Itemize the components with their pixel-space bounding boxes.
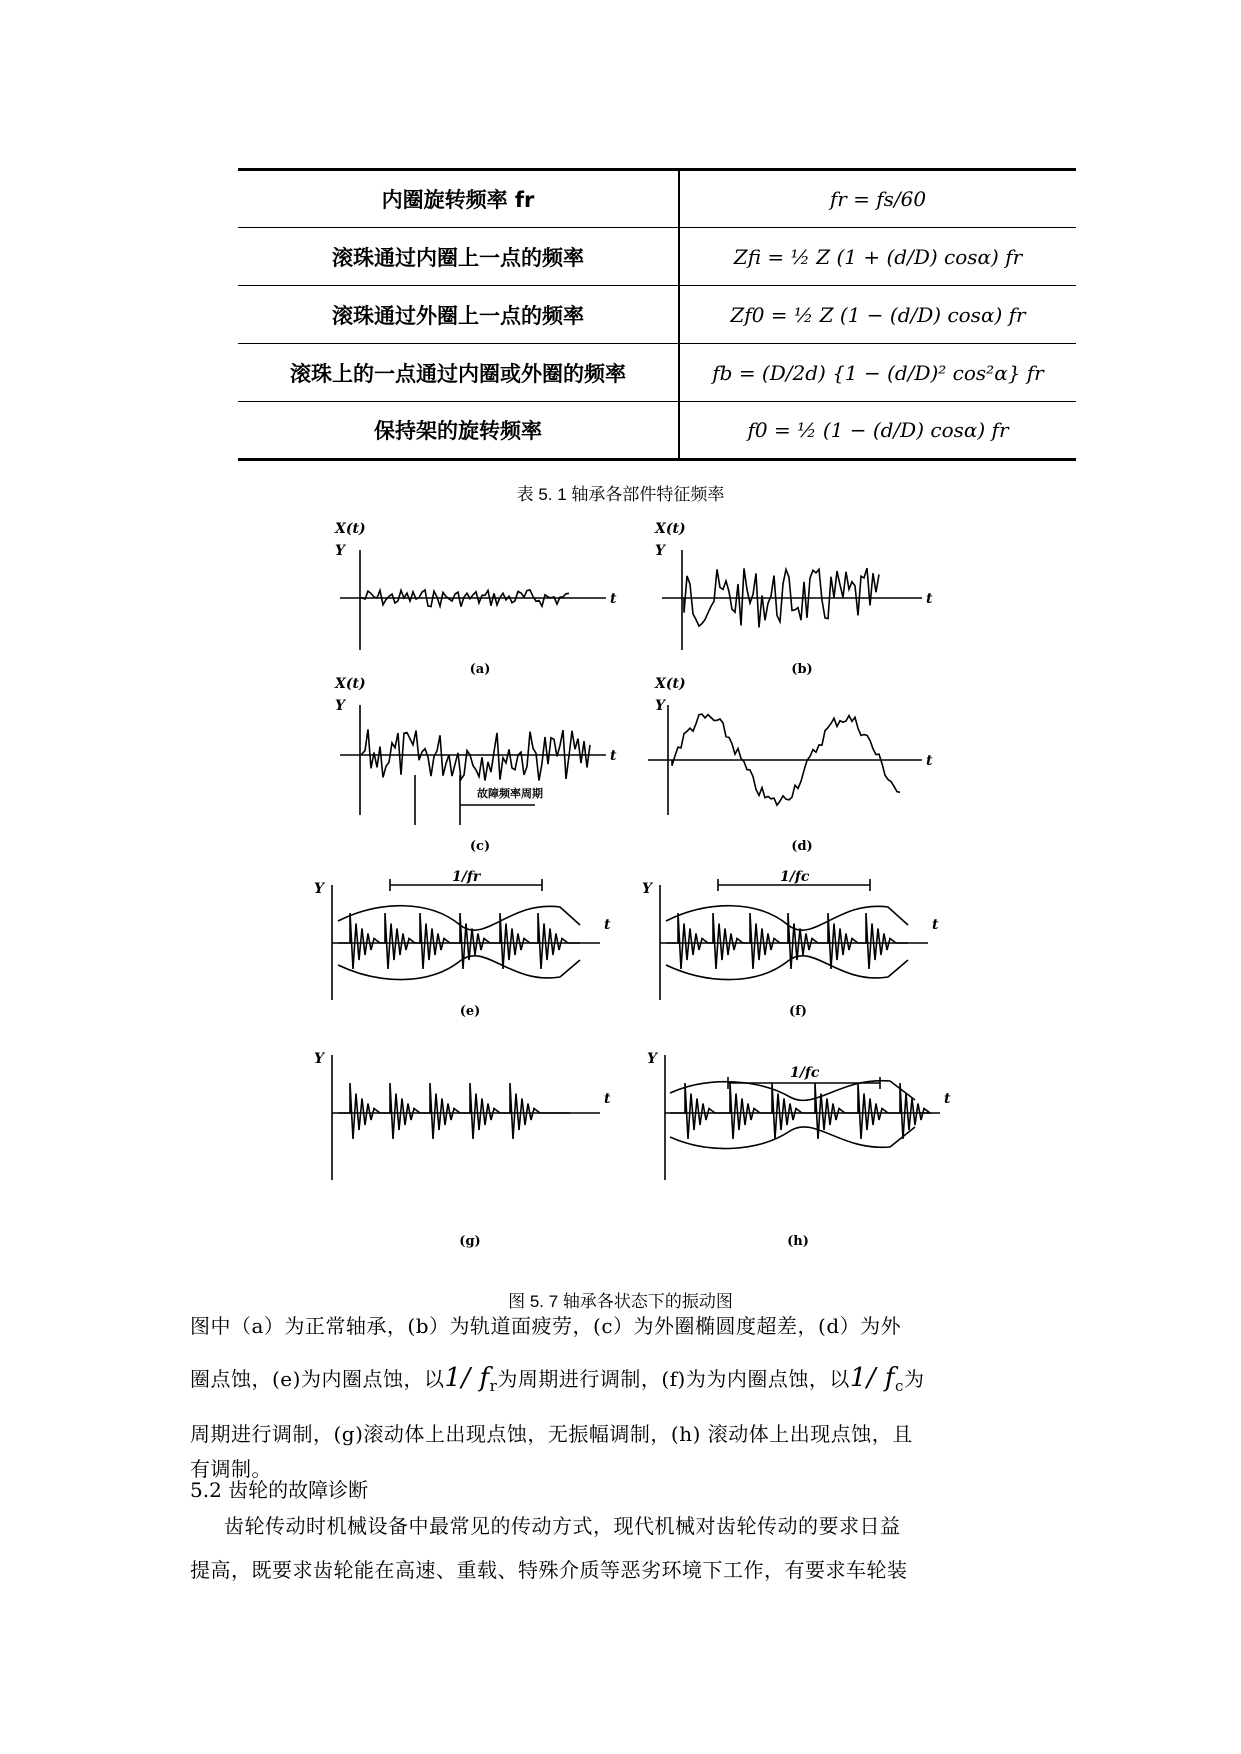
panel-c-xlabel: t xyxy=(610,748,617,764)
section-heading: 5.2 齿轮的故障诊断 xyxy=(190,1478,369,1502)
text-span: 圈点蚀，(e)为内圈点蚀，以 xyxy=(190,1367,445,1391)
text-line xyxy=(190,1356,1050,1408)
table-cell-name: 内圈旋转频率 fr xyxy=(238,170,679,228)
panel-h-envelope xyxy=(670,1127,915,1149)
vibration-figure xyxy=(310,515,980,1265)
text-line: 图中（a）为正常轴承，(b）为轨道面疲劳，(c）为外圈椭圆度超差，(d）为外 xyxy=(190,1314,902,1338)
text-line: 有调制。 xyxy=(190,1457,272,1481)
panel-d-ylabel: X(t) xyxy=(655,676,686,692)
panel-c-annotation: 故障频率周期 xyxy=(477,787,543,800)
panel-g-xlabel: t xyxy=(604,1091,611,1107)
panel-e-envelope xyxy=(338,956,580,980)
table-cell-formula: Zfi = ½ Z (1 + (d/D) cosα) fr xyxy=(679,228,1076,286)
panel-f-yaxis: Y xyxy=(642,881,652,897)
panel-a-axes xyxy=(340,550,606,650)
text-span: 为周期进行调制，(f)为为内圈点蚀，以 xyxy=(497,1367,850,1391)
panel-h-label: (h) xyxy=(787,1234,809,1249)
panel-f-xlabel: t xyxy=(932,917,939,933)
table-caption: 表 5. 1 轴承各部件特征频率 xyxy=(516,485,725,504)
text-line: 提高，既要求齿轮能在高速、重载、特殊介质等恶劣环境下工作，有要求车轮装 xyxy=(190,1558,908,1582)
figure-description xyxy=(190,1304,1050,1482)
table-row xyxy=(238,170,1076,228)
panel-c-label: (c) xyxy=(469,839,491,854)
panel-h-xlabel: t xyxy=(944,1091,951,1107)
panel-a-label: (a) xyxy=(469,662,491,677)
table-row xyxy=(238,286,1076,344)
panel-b-yaxis: Y xyxy=(655,543,665,559)
table-cell-formula: Zf0 = ½ Z (1 − (d/D) cosα) fr xyxy=(679,286,1076,344)
panel-h-signal xyxy=(670,1083,930,1139)
text-line: 齿轮传动时机械设备中最常见的传动方式，现代机械对齿轮传动的要求日益 xyxy=(224,1514,901,1538)
panel-e-yaxis: Y xyxy=(314,881,324,897)
panel-f-signal xyxy=(666,913,908,969)
table-row xyxy=(238,228,1076,286)
panel-e-xlabel: t xyxy=(604,917,611,933)
panel-b-ylabel: X(t) xyxy=(655,521,686,537)
panel-e-period: 1/fr xyxy=(452,869,481,885)
table-row xyxy=(238,402,1076,460)
text-span: 为 xyxy=(903,1367,925,1391)
panel-f-label: (f) xyxy=(789,1004,807,1019)
panel-g-signal xyxy=(338,1083,570,1139)
table-cell-name: 保持架的旋转频率 xyxy=(238,402,679,460)
table-cell-formula: f0 = ½ (1 − (d/D) cosα) fr xyxy=(679,402,1076,460)
table-cell-name: 滚珠通过内圈上一点的频率 xyxy=(238,228,679,286)
body-paragraph xyxy=(190,1504,1050,1592)
panel-g-label: (g) xyxy=(459,1234,481,1249)
panel-f-period: 1/fc xyxy=(780,869,810,885)
panel-b-axes xyxy=(662,550,922,650)
panel-d-yaxis: Y xyxy=(655,698,665,714)
table-cell-name: 滚珠上的一点通过内圈或外圈的频率 xyxy=(238,344,679,402)
text-line: 周期进行调制，(g)滚动体上出现点蚀，无振幅调制，(h) 滚动体上出现点蚀，且 xyxy=(190,1422,913,1446)
panel-e-signal xyxy=(338,913,580,969)
bearing-frequency-table xyxy=(238,168,1076,461)
panel-d-label: (d) xyxy=(791,839,813,854)
table-cell-formula: fb = (D/2d) {1 − (d/D)² cos²α} fr xyxy=(679,344,1076,402)
panel-a-ylabel: X(t) xyxy=(335,521,366,537)
frequency-subscript: r xyxy=(489,1377,498,1395)
panel-b-label: (b) xyxy=(791,662,813,677)
frequency-subscript: c xyxy=(895,1377,904,1395)
panel-h-yaxis: Y xyxy=(647,1051,657,1067)
figure-caption: 图 5. 7 轴承各状态下的振动图 xyxy=(508,1292,733,1311)
table-cell-formula: fr = fs/60 xyxy=(679,170,1076,228)
panel-e-axes xyxy=(332,879,600,1000)
table-row xyxy=(238,344,1076,402)
frequency-symbol: 1/ f xyxy=(444,1363,490,1393)
table-cell-name: 滚珠通过外圈上一点的频率 xyxy=(238,286,679,344)
frequency-symbol: 1/ f xyxy=(849,1363,896,1393)
panel-h-period: 1/fc xyxy=(790,1065,820,1081)
panel-g-yaxis: Y xyxy=(314,1051,324,1067)
panel-a-xlabel: t xyxy=(610,591,617,607)
panel-a-yaxis: Y xyxy=(335,543,345,559)
panel-e-label: (e) xyxy=(459,1004,481,1019)
panel-f-axes xyxy=(660,879,928,1000)
panel-b-xlabel: t xyxy=(926,591,933,607)
panel-c-ylabel: X(t) xyxy=(335,676,366,692)
panel-d-xlabel: t xyxy=(926,753,933,769)
panel-c-yaxis: Y xyxy=(335,698,345,714)
panel-f-envelope xyxy=(666,956,908,980)
